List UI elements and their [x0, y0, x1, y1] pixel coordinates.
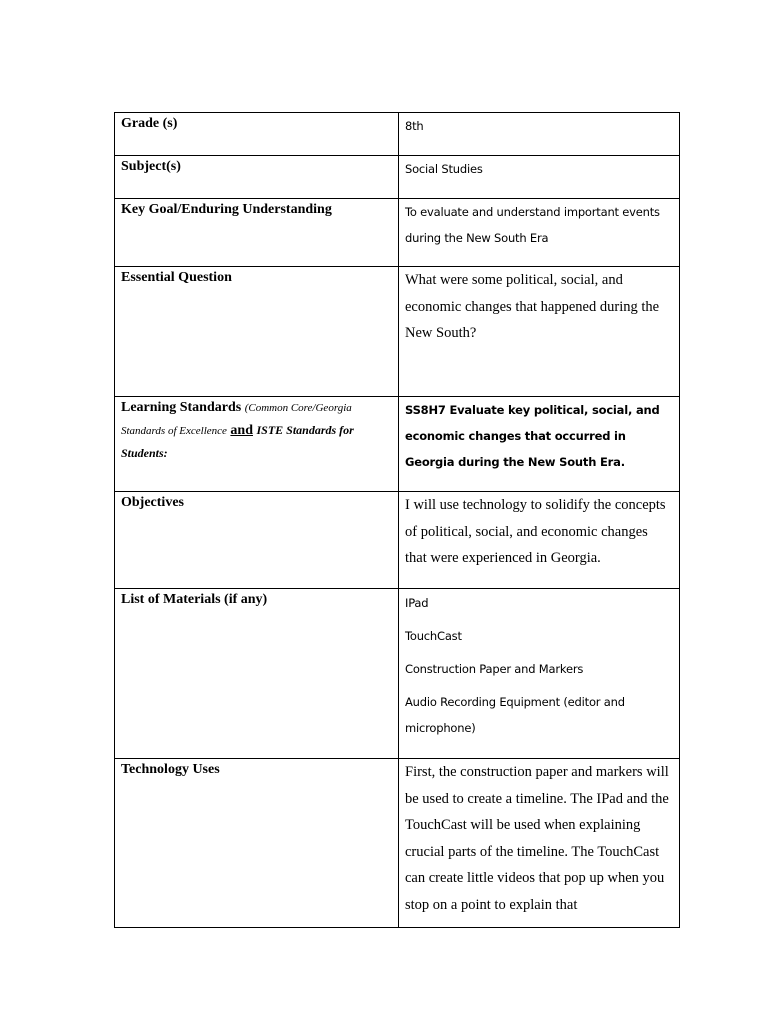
- label-text: Learning Standards: [121, 400, 242, 415]
- row-label-technology-uses: [115, 759, 399, 928]
- label-text: List of Materials (if any): [121, 592, 268, 607]
- row-value-subject: [399, 156, 680, 199]
- label-text: Grade (s): [121, 116, 178, 131]
- value-text: First, the construction paper and markers will be used to create a timeline. The IPad and the TouchCast will be used when explaining crucial parts of the timeline. The TouchCast can create little videos that pop up when you stop on a point to explain that: [405, 764, 669, 913]
- value-text: I will use technology to solidify the concepts of political, social, and economic changes that were experienced in Georgia.: [405, 497, 666, 566]
- row-value-grade: [399, 113, 680, 156]
- label-note: (Common Core/Georgia Standards of Excellence: [121, 402, 352, 437]
- row-label-materials: [115, 589, 399, 759]
- label-and: and: [230, 423, 253, 438]
- value-text: Social Studies: [405, 162, 483, 176]
- row-label-subject: [115, 156, 399, 199]
- label-note-iste: ISTE Standards for Students:: [121, 423, 354, 460]
- list-item: IPad: [405, 596, 429, 610]
- row-label-key-goal: [115, 199, 399, 267]
- table-row: [115, 156, 680, 199]
- list-item: Construction Paper and Markers: [405, 662, 584, 676]
- value-text: SS8H7 Evaluate key political, social, and economic changes that occurred in Georgia during the New South Era.: [405, 403, 660, 469]
- row-value-key-goal: [399, 199, 680, 267]
- row-value-objectives: [399, 492, 680, 589]
- lesson-plan-table: [114, 112, 680, 928]
- row-label-learning-standards: [115, 397, 399, 492]
- table-row: [115, 267, 680, 397]
- label-text: Subject(s): [121, 159, 181, 174]
- row-label-objectives: [115, 492, 399, 589]
- value-text: 8th: [405, 119, 424, 133]
- list-item: Audio Recording Equipment (editor and microphone): [405, 695, 625, 735]
- value-text: What were some political, social, and economic changes that happened during the New South?: [405, 272, 660, 341]
- label-text: Key Goal/Enduring Understanding: [121, 202, 332, 217]
- row-label-grade: [115, 113, 399, 156]
- label-text: Objectives: [121, 495, 184, 510]
- label-text: Technology Uses: [121, 762, 220, 777]
- row-value-essential-question: [399, 267, 680, 397]
- row-label-essential-question: [115, 267, 399, 397]
- table-row: [115, 492, 680, 589]
- table-row: [115, 199, 680, 267]
- table-row: [115, 113, 680, 156]
- label-text: Essential Question: [121, 270, 232, 285]
- table-row: [115, 759, 680, 928]
- table-row: [115, 589, 680, 759]
- row-value-materials: [399, 589, 680, 759]
- list-item: TouchCast: [405, 629, 462, 643]
- table-row: [115, 397, 680, 492]
- value-text: To evaluate and understand important events during the New South Era: [405, 205, 660, 245]
- row-value-technology-uses: [399, 759, 680, 928]
- row-value-learning-standards: [399, 397, 680, 492]
